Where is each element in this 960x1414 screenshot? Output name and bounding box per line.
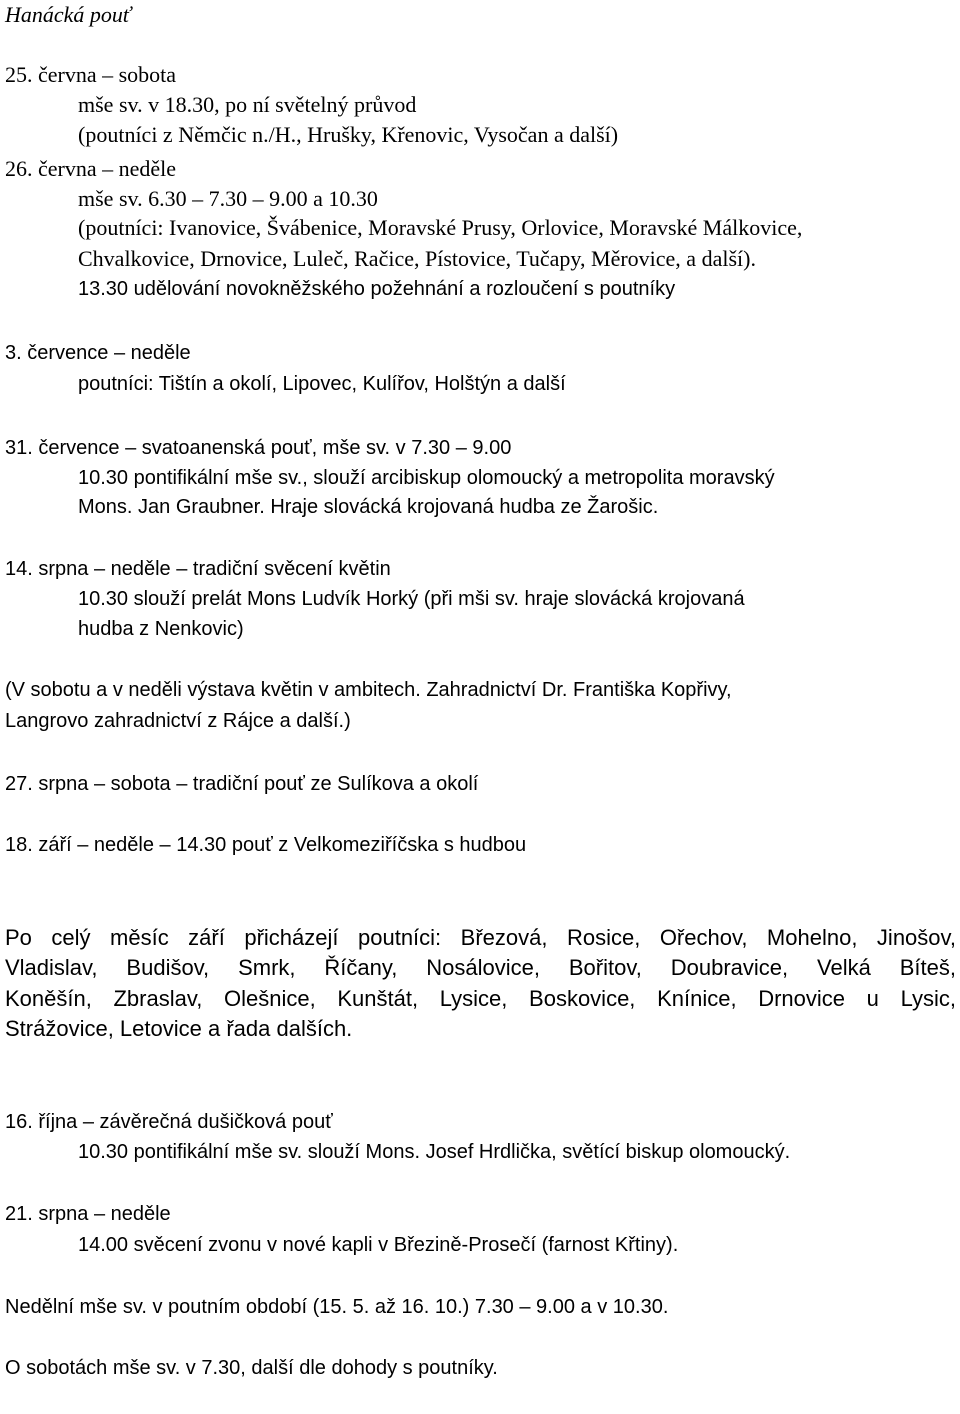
event-detail-line: Mons. Jan Graubner. Hraje slovácká krojovaná hudba ze Žarošic. (78, 496, 659, 518)
event-detail-line: poutníci: Tištín a okolí, Lipovec, Kulířov, Holštýn a další (78, 373, 566, 395)
pilgrims-paragraph-line: Koněšín, Zbraslav, Olešnice, Kunštát, Lysice, Boskovice, Knínice, Drnovice u Lysic, (5, 986, 956, 1011)
event-detail-line: mše sv. v 18.30, po ní světelný průvod (78, 92, 417, 117)
event-detail-line: 10.30 pontifikální mše sv. slouží Mons. Josef Hrdlička, světící biskup olomoucký. (78, 1141, 791, 1163)
event-detail-line: hudba z Nenkovic) (78, 618, 244, 640)
event-date-line: 27. srpna – sobota – tradiční pouť ze Sulíkova a okolí (5, 773, 479, 795)
event-date-line: 26. června – neděle (5, 156, 177, 181)
event-detail-line: Chvalkovice, Drnovice, Luleč, Račice, Pístovice, Tučapy, Měrovice, a další). (78, 246, 756, 271)
event-date-line: 25. června – sobota (5, 62, 177, 87)
event-date-line: 18. září – neděle – 14.30 pouť z Velkomeziříčska s hudbou (5, 834, 527, 856)
event-date-line: 31. července – svatoanenská pouť, mše sv. v 7.30 – 9.00 (5, 437, 512, 459)
event-date-line: 16. října – závěrečná dušičková pouť (5, 1111, 333, 1133)
event-detail-line: 13.30 udělování novokněžského požehnání a rozloučení s poutníky (78, 278, 676, 300)
mass-schedule-line: O sobotách mše sv. v 7.30, další dle dohody s poutníky. (5, 1357, 498, 1379)
pilgrims-paragraph-line: Vladislav, Budišov, Smrk, Říčany, Nosálovice, Bořitov, Doubravice, Velká Bíteš, (5, 955, 956, 980)
pilgrims-paragraph-line: Po celý měsíc září přicházejí poutníci: Březová, Rosice, Ořechov, Mohelno, Jinošov, (5, 925, 956, 950)
event-date-line: 21. srpna – neděle (5, 1203, 171, 1225)
document-title: Hanácká pouť (5, 2, 131, 27)
event-detail-line: 14.00 svěcení zvonu v nové kapli v Březině-Prosečí (farnost Křtiny). (78, 1234, 679, 1256)
note-line: (V sobotu a v neděli výstava květin v ambitech. Zahradnictví Dr. Františka Kopřivy, (5, 679, 732, 701)
event-detail-line: 10.30 slouží prelát Mons Ludvík Horký (při mši sv. hraje slovácká krojovaná (78, 588, 745, 610)
note-line: Langrovo zahradnictví z Rájce a další.) (5, 710, 351, 732)
event-date-line: 3. července – neděle (5, 342, 191, 364)
event-detail-line: 10.30 pontifikální mše sv., slouží arcibiskup olomoucký a metropolita moravský (78, 467, 775, 489)
event-date-line: 14. srpna – neděle – tradiční svěcení květin (5, 558, 391, 580)
event-detail-line: (poutníci z Němčic n./H., Hrušky, Křenovic, Vysočan a další) (78, 122, 619, 147)
event-detail-line: (poutníci: Ivanovice, Švábenice, Moravské Prusy, Orlovice, Moravské Málkovice, (78, 215, 803, 240)
event-detail-line: mše sv. 6.30 – 7.30 – 9.00 a 10.30 (78, 186, 378, 211)
pilgrims-paragraph-line: Strážovice, Letovice a řada dalších. (5, 1016, 353, 1041)
mass-schedule-line: Nedělní mše sv. v poutním období (15. 5. až 16. 10.) 7.30 – 9.00 a v 10.30. (5, 1296, 669, 1318)
